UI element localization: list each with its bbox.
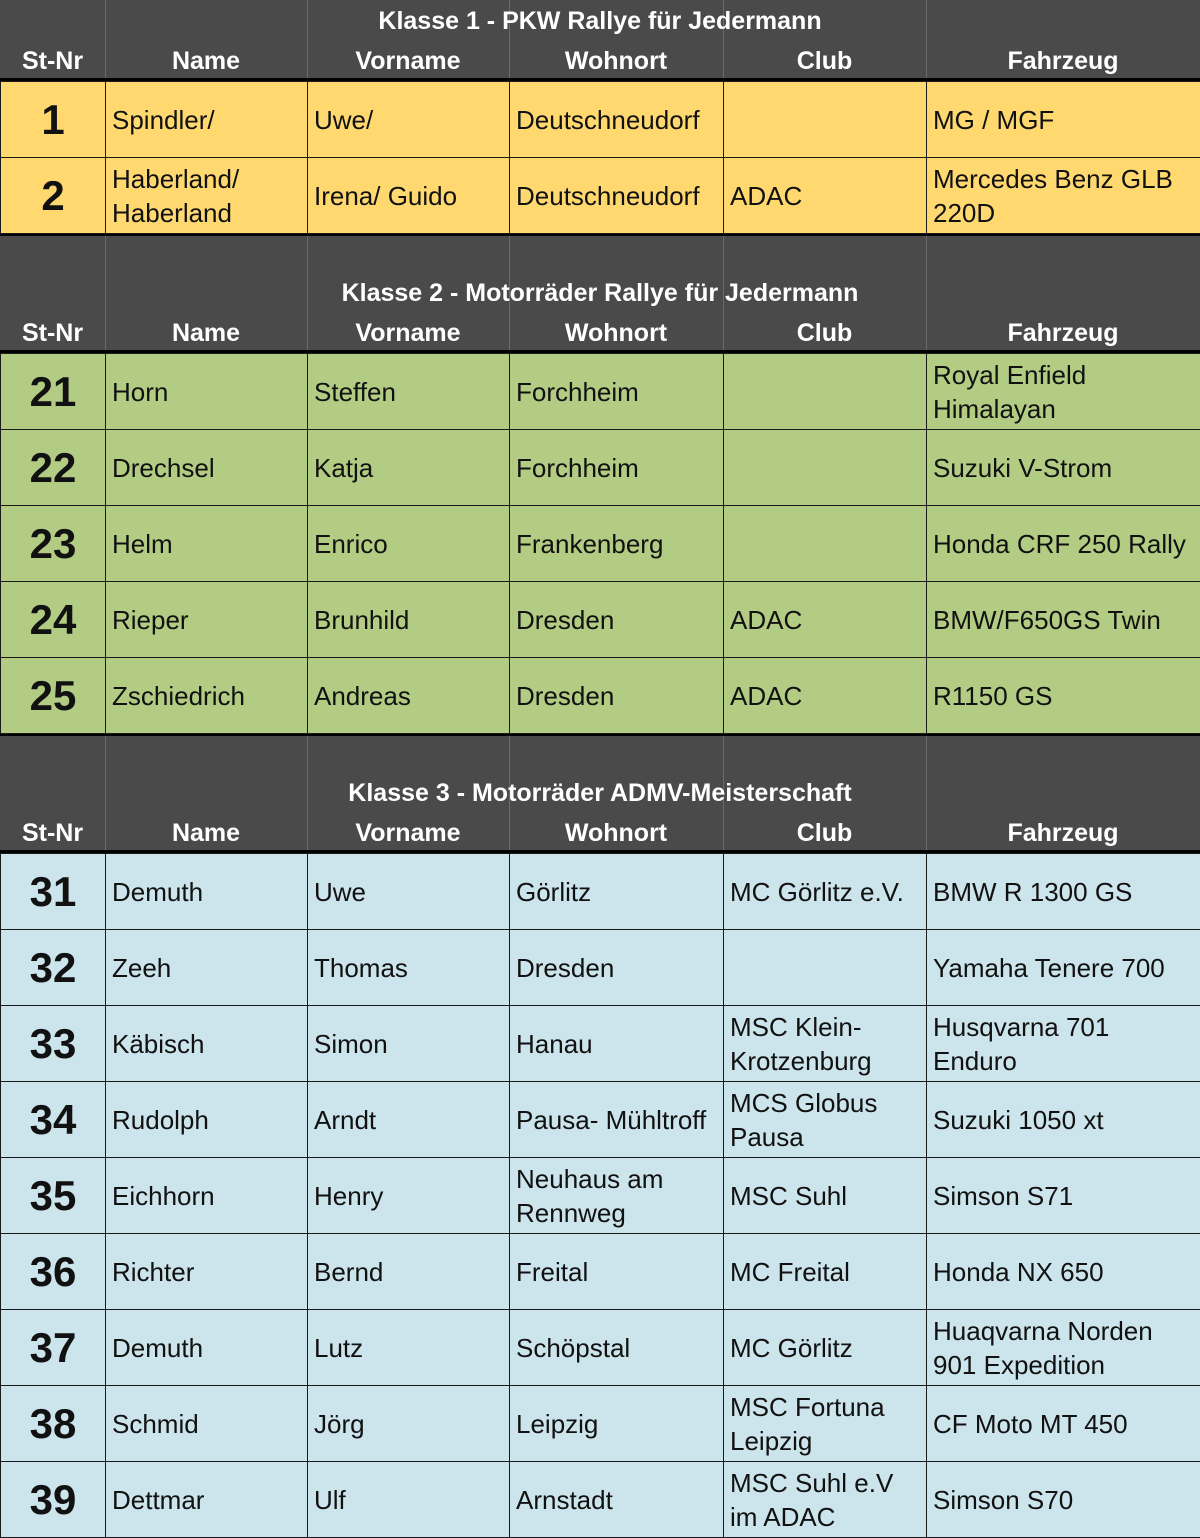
column-header-fahrzeug: Fahrzeug	[926, 318, 1200, 348]
cell-fahrzeug: Huaqvarna Norden 901 Expedition	[927, 1310, 1200, 1386]
cell-vorname: Ulf	[308, 1462, 510, 1538]
column-header-nr: St-Nr	[0, 318, 105, 348]
cell-vorname: Jörg	[308, 1386, 510, 1462]
cell-wohnort: Dresden	[510, 582, 724, 658]
cell-wohnort: Neuhaus am Rennweg	[510, 1158, 724, 1234]
cell-club: MC Görlitz	[724, 1310, 927, 1386]
cell-club: MSC Suhl	[724, 1158, 927, 1234]
cell-club	[724, 430, 927, 506]
table-row	[1, 1006, 1200, 1082]
cell-fahrzeug: MG / MGF	[927, 82, 1200, 158]
cell-name: Zeeh	[106, 930, 308, 1006]
table-row	[1, 430, 1200, 506]
cell-nr: 23	[1, 506, 106, 582]
cell-wohnort: Leipzig	[510, 1386, 724, 1462]
column-header-vorname: Vorname	[307, 46, 509, 76]
cell-name: Dettmar	[106, 1462, 308, 1538]
cell-vorname: Thomas	[308, 930, 510, 1006]
table-row	[1, 854, 1200, 930]
cell-club: MSC Suhl e.V im ADAC	[724, 1462, 927, 1538]
cell-fahrzeug: Honda CRF 250 Rally	[927, 506, 1200, 582]
table-row	[1, 1158, 1200, 1234]
column-header-name: Name	[105, 318, 307, 348]
cell-club: MC Freital	[724, 1234, 927, 1310]
cell-wohnort: Deutschneudorf	[510, 82, 724, 158]
cell-nr: 25	[1, 658, 106, 734]
cell-nr: 34	[1, 1082, 106, 1158]
cell-name: Rieper	[106, 582, 308, 658]
column-header-wohnort: Wohnort	[509, 818, 723, 848]
cell-wohnort: Frankenberg	[510, 506, 724, 582]
cell-club: MSC Klein-Krotzenburg	[724, 1006, 927, 1082]
column-header-nr: St-Nr	[0, 46, 105, 76]
table-row	[1, 1234, 1200, 1310]
section-header	[0, 0, 1200, 81]
cell-club	[724, 82, 927, 158]
klasse-section-1	[0, 0, 1200, 236]
table-row	[1, 1462, 1200, 1538]
cell-nr: 21	[1, 354, 106, 430]
section-title: Klasse 3 - Motorräder ADMV-Meisterschaft	[0, 778, 1200, 808]
cell-vorname: Brunhild	[308, 582, 510, 658]
cell-fahrzeug: CF Moto MT 450	[927, 1386, 1200, 1462]
table-row	[1, 1310, 1200, 1386]
column-header-club: Club	[723, 318, 926, 348]
cell-fahrzeug: Husqvarna 701 Enduro	[927, 1006, 1200, 1082]
cell-wohnort: Görlitz	[510, 854, 724, 930]
cell-fahrzeug: Honda NX 650	[927, 1234, 1200, 1310]
participants-table	[0, 853, 1200, 1538]
cell-wohnort: Forchheim	[510, 430, 724, 506]
cell-club: ADAC	[724, 582, 927, 658]
cell-fahrzeug: Mercedes Benz GLB 220D	[927, 158, 1200, 234]
column-header-name: Name	[105, 818, 307, 848]
section-header	[0, 236, 1200, 353]
table-row	[1, 582, 1200, 658]
cell-club: MC Görlitz e.V.	[724, 854, 927, 930]
cell-fahrzeug: R1150 GS	[927, 658, 1200, 734]
participants-table	[0, 353, 1200, 734]
cell-wohnort: Arnstadt	[510, 1462, 724, 1538]
cell-wohnort: Freital	[510, 1234, 724, 1310]
cell-vorname: Arndt	[308, 1082, 510, 1158]
table-row	[1, 1082, 1200, 1158]
cell-nr: 33	[1, 1006, 106, 1082]
cell-vorname: Enrico	[308, 506, 510, 582]
cell-name: Spindler/	[106, 82, 308, 158]
column-header-name: Name	[105, 46, 307, 76]
table-row	[1, 354, 1200, 430]
klasse-section-2	[0, 236, 1200, 736]
cell-vorname: Katja	[308, 430, 510, 506]
column-header-fahrzeug: Fahrzeug	[926, 46, 1200, 76]
cell-nr: 39	[1, 1462, 106, 1538]
cell-nr: 22	[1, 430, 106, 506]
column-header-club: Club	[723, 818, 926, 848]
column-header-club: Club	[723, 46, 926, 76]
cell-name: Zschiedrich	[106, 658, 308, 734]
cell-name: Richter	[106, 1234, 308, 1310]
participants-table	[0, 81, 1200, 234]
cell-vorname: Irena/ Guido	[308, 158, 510, 234]
section-title: Klasse 1 - PKW Rallye für Jedermann	[0, 6, 1200, 36]
cell-club	[724, 930, 927, 1006]
cell-fahrzeug: BMW R 1300 GS	[927, 854, 1200, 930]
section-header	[0, 736, 1200, 853]
cell-fahrzeug: Simson S70	[927, 1462, 1200, 1538]
cell-name: Rudolph	[106, 1082, 308, 1158]
cell-fahrzeug: Suzuki V-Strom	[927, 430, 1200, 506]
cell-wohnort: Pausa- Mühltroff	[510, 1082, 724, 1158]
cell-name: Käbisch	[106, 1006, 308, 1082]
cell-vorname: Uwe	[308, 854, 510, 930]
klasse-section-3	[0, 736, 1200, 1538]
column-header-wohnort: Wohnort	[509, 318, 723, 348]
cell-vorname: Henry	[308, 1158, 510, 1234]
cell-nr: 37	[1, 1310, 106, 1386]
cell-wohnort: Schöpstal	[510, 1310, 724, 1386]
cell-nr: 1	[1, 82, 106, 158]
cell-name: Drechsel	[106, 430, 308, 506]
column-header-fahrzeug: Fahrzeug	[926, 818, 1200, 848]
cell-nr: 31	[1, 854, 106, 930]
cell-club	[724, 354, 927, 430]
table-row	[1, 158, 1200, 234]
cell-nr: 38	[1, 1386, 106, 1462]
cell-club: ADAC	[724, 658, 927, 734]
cell-nr: 32	[1, 930, 106, 1006]
cell-name: Demuth	[106, 854, 308, 930]
cell-nr: 24	[1, 582, 106, 658]
cell-club: MSC Fortuna Leipzig	[724, 1386, 927, 1462]
cell-wohnort: Hanau	[510, 1006, 724, 1082]
table-row	[1, 1386, 1200, 1462]
cell-wohnort: Dresden	[510, 658, 724, 734]
cell-fahrzeug: Royal Enfield Himalayan	[927, 354, 1200, 430]
cell-name: Eichhorn	[106, 1158, 308, 1234]
cell-name: Schmid	[106, 1386, 308, 1462]
column-header-vorname: Vorname	[307, 818, 509, 848]
cell-vorname: Andreas	[308, 658, 510, 734]
cell-fahrzeug: Simson S71	[927, 1158, 1200, 1234]
cell-vorname: Lutz	[308, 1310, 510, 1386]
table-row	[1, 506, 1200, 582]
cell-nr: 36	[1, 1234, 106, 1310]
cell-vorname: Simon	[308, 1006, 510, 1082]
cell-name: Horn	[106, 354, 308, 430]
cell-wohnort: Dresden	[510, 930, 724, 1006]
cell-wohnort: Forchheim	[510, 354, 724, 430]
cell-club: ADAC	[724, 158, 927, 234]
cell-wohnort: Deutschneudorf	[510, 158, 724, 234]
cell-vorname: Uwe/	[308, 82, 510, 158]
cell-club	[724, 506, 927, 582]
cell-fahrzeug: BMW/F650GS Twin	[927, 582, 1200, 658]
cell-vorname: Bernd	[308, 1234, 510, 1310]
section-title: Klasse 2 - Motorräder Rallye für Jedermann	[0, 278, 1200, 308]
cell-name: Haberland/ Haberland	[106, 158, 308, 234]
cell-name: Demuth	[106, 1310, 308, 1386]
table-row	[1, 82, 1200, 158]
table-row	[1, 930, 1200, 1006]
cell-club: MCS Globus Pausa	[724, 1082, 927, 1158]
column-header-vorname: Vorname	[307, 318, 509, 348]
cell-nr: 35	[1, 1158, 106, 1234]
column-header-nr: St-Nr	[0, 818, 105, 848]
column-header-wohnort: Wohnort	[509, 46, 723, 76]
cell-fahrzeug: Suzuki 1050 xt	[927, 1082, 1200, 1158]
cell-vorname: Steffen	[308, 354, 510, 430]
table-row	[1, 658, 1200, 734]
cell-nr: 2	[1, 158, 106, 234]
cell-name: Helm	[106, 506, 308, 582]
cell-fahrzeug: Yamaha Tenere 700	[927, 930, 1200, 1006]
